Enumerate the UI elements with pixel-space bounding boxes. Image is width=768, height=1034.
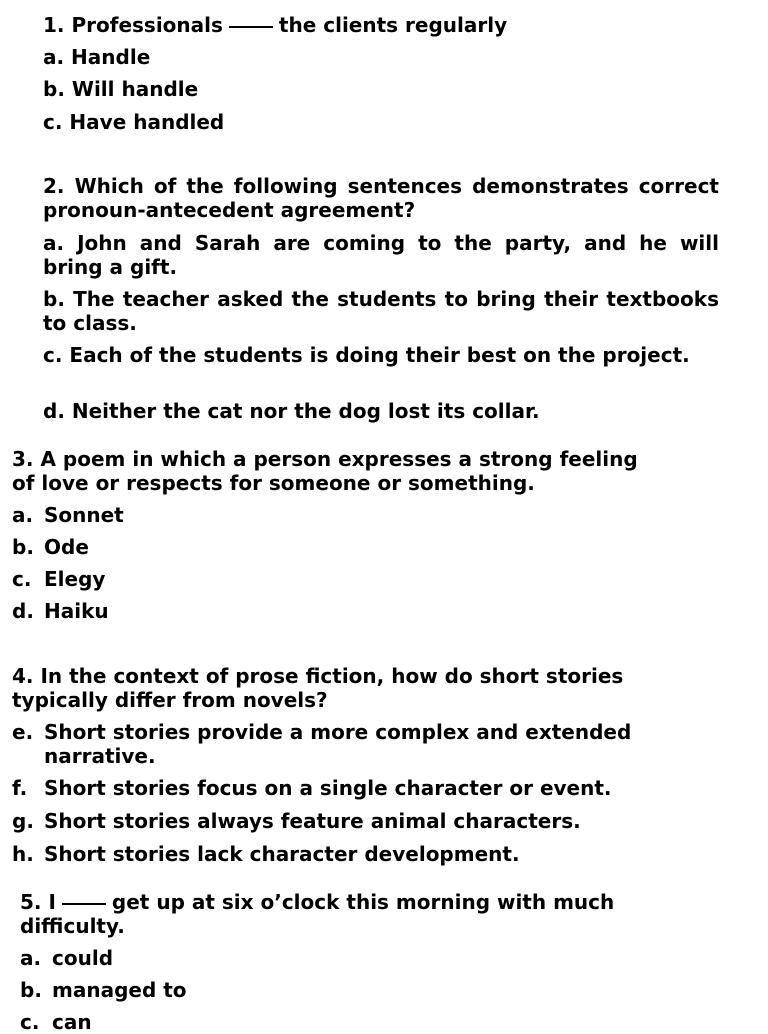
question-4-option-g xyxy=(12,809,581,833)
question-1-stem-after: the clients regularly xyxy=(278,13,508,37)
question-3-option-b xyxy=(12,535,89,559)
option-label: b. xyxy=(12,535,34,559)
option-label: a. xyxy=(20,946,42,970)
option-label: h. xyxy=(12,842,34,866)
option-label: c. xyxy=(20,1010,40,1034)
question-2-stem: 2. Which of the following sentences demonstrates correct pronoun-antecedent agreement? xyxy=(43,174,719,222)
question-5-option-b xyxy=(20,978,187,1002)
question-4-stem-line-2: typically differ from novels? xyxy=(12,688,328,712)
question-4-option-h xyxy=(12,842,520,866)
question-3-option-a xyxy=(12,503,124,527)
question-1-option-a: a. Handle xyxy=(43,45,151,69)
option-text: managed to xyxy=(52,978,187,1002)
option-text: Short stories focus on a single character or event. xyxy=(44,776,612,800)
option-label: a. xyxy=(12,503,34,527)
question-3-stem-line-2: of love or respects for someone or something. xyxy=(12,471,535,495)
option-text: Sonnet xyxy=(44,503,124,527)
option-text: Short stories provide a more complex and extended narrative. xyxy=(44,720,632,768)
question-4-stem-line-1: 4. In the context of prose fiction, how do short stories xyxy=(12,664,624,688)
option-text: can xyxy=(52,1010,92,1034)
question-1-option-c: c. Have handled xyxy=(43,110,225,134)
question-1-option-b: b. Will handle xyxy=(43,77,199,101)
question-5-stem-line-1 xyxy=(20,890,614,914)
option-text: Short stories always feature animal characters. xyxy=(44,809,581,833)
question-3-option-d xyxy=(12,599,109,623)
question-5-option-a xyxy=(20,946,113,970)
option-label: f. xyxy=(12,776,28,800)
option-label: b. xyxy=(20,978,42,1002)
question-2-option-a: a. John and Sarah are coming to the party, and he will bring a gift. xyxy=(43,231,719,279)
question-1-stem xyxy=(43,13,507,37)
option-text: Short stories lack character development. xyxy=(44,842,520,866)
question-4-option-e xyxy=(12,720,692,768)
question-4-option-f xyxy=(12,776,612,800)
question-2-option-b: b. The teacher asked the students to bring their textbooks to class. xyxy=(43,287,719,335)
question-5-stem-after: get up at six o’clock this morning with much xyxy=(111,890,615,914)
option-label: e. xyxy=(12,720,34,744)
question-2-option-c: c. Each of the students is doing their best on the project. xyxy=(43,343,690,367)
option-text: Elegy xyxy=(44,567,106,591)
question-3-option-c xyxy=(12,567,105,591)
question-1-stem-before: 1. Professionals xyxy=(43,13,223,37)
option-label: d. xyxy=(12,599,34,623)
question-1-blank xyxy=(229,26,273,28)
question-2-option-d: d. Neither the cat nor the dog lost its collar. xyxy=(43,399,540,423)
option-text: Haiku xyxy=(44,599,109,623)
question-5-blank xyxy=(62,903,106,905)
question-3-stem-line-1: 3. A poem in which a person expresses a strong feeling xyxy=(12,447,638,471)
option-text: Ode xyxy=(44,535,89,559)
question-5-option-c xyxy=(20,1010,92,1034)
option-label: g. xyxy=(12,809,34,833)
question-5-stem-line-2: difficulty. xyxy=(20,914,125,938)
question-5-stem-before: 5. I xyxy=(20,890,56,914)
option-label: c. xyxy=(12,567,32,591)
option-text: could xyxy=(52,946,114,970)
